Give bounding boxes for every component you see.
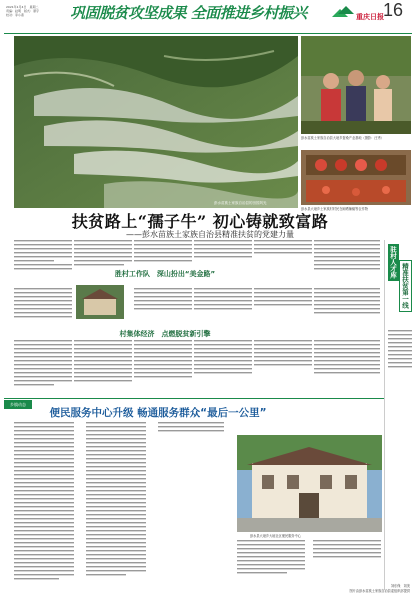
editor-line: 责编：赵明 版式：谭宇 xyxy=(6,9,40,14)
section-title-2-text: 村集体经济 点燃脱贫新引擎 xyxy=(119,329,211,338)
sidebar-body-text xyxy=(388,330,413,580)
svg-text:彭水苗族土家族自治县的田园风光: 彭水苗族土家族自治县的田园风光 xyxy=(214,201,267,205)
section-title-2 xyxy=(80,328,250,339)
chili-drying-image xyxy=(301,150,411,205)
body-text-columns xyxy=(14,240,384,395)
building-image xyxy=(237,435,382,532)
column-divider xyxy=(384,240,385,590)
inset-photo xyxy=(76,285,124,319)
footer-photo-credit: 图片由彭水苗族土家族自治县委组织部提供 xyxy=(349,589,410,593)
page-number: 16 xyxy=(383,0,404,20)
sidebar-tag-2-text: 精准扶贫第一线 xyxy=(399,260,412,312)
date-block xyxy=(6,5,66,18)
date-line: 2021年1月4日 星期二 xyxy=(6,5,39,9)
header-rule xyxy=(4,33,412,34)
sidebar-tag-2 xyxy=(399,260,409,312)
newspaper-logo xyxy=(330,3,384,27)
footer-credits xyxy=(300,583,410,593)
service-center-photo xyxy=(237,435,382,532)
people-photo xyxy=(301,36,411,134)
page-headline: 扶贫路上“孺子牛” 初心铸就致富路 xyxy=(71,212,329,231)
section-title-1 xyxy=(80,268,250,279)
footer-author: 刘东保 刘美 xyxy=(390,584,410,588)
page-subheadline: ——彭水苗族土家族自治县精准扶贫的党建力量 xyxy=(126,230,294,239)
terraced-fields-image xyxy=(14,36,298,208)
house-logo-icon xyxy=(330,3,384,27)
village-image xyxy=(76,285,124,319)
top-right-caption: 彭水苗族土家族自治县大垭乡蚕桑产业基地（摄影：汪秀） xyxy=(301,136,384,140)
bottom-body-text xyxy=(14,422,234,592)
bottom-right-caption: 彭水县大垭乡土家族村村民在晾晒辣椒等农作物 xyxy=(301,207,368,211)
bottom-rule xyxy=(4,398,384,399)
main-photo xyxy=(14,36,298,208)
drying-photo xyxy=(301,150,411,205)
bottom-right-text xyxy=(237,540,382,585)
bottom-section-tag: 乡镇动态 xyxy=(4,400,32,409)
sidebar-tag-1 xyxy=(388,244,398,281)
proof-line: 校对：李小燕 xyxy=(6,13,25,18)
section-title-1-text: 胜村工作队 深山扮出“美金路” xyxy=(114,269,216,278)
bottom-photo-caption: 彭水县大垭乡大垭社区便民服务中心 xyxy=(250,534,301,538)
page-header xyxy=(0,0,417,33)
sidebar-tag-1-text: 驻村人才库 xyxy=(389,246,397,279)
svg-text:重庆日报: 重庆日报 xyxy=(356,13,384,21)
bottom-headline: 便民服务中心升级 畅通服务群众“最后一公里” xyxy=(49,407,267,419)
header-banner: 巩固脱贫攻坚成果 全面推进乡村振兴 xyxy=(70,4,307,22)
farmers-image xyxy=(301,36,411,134)
